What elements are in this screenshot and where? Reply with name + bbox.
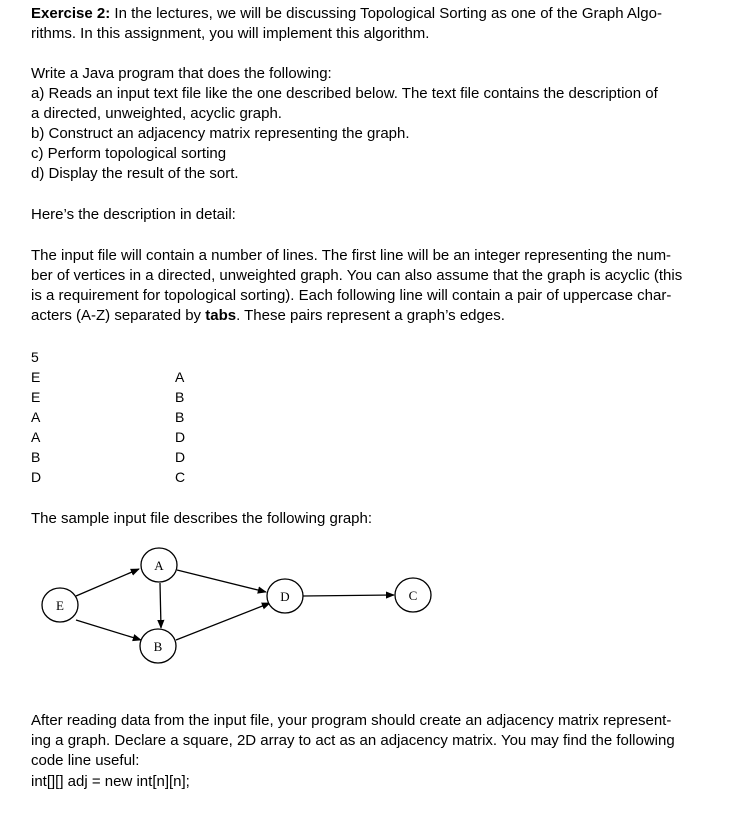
code-line: int[][] adj = new int[n][n]; [31, 773, 190, 790]
sample-edge-from: A [31, 429, 41, 445]
edge-e-a [76, 569, 139, 596]
task-item: b) Construct an adjacency matrix representing the graph. [31, 125, 410, 142]
task-item: d) Display the result of the sort. [31, 165, 239, 182]
sample-edge-to: D [175, 449, 186, 465]
node-c-label: C [408, 588, 418, 603]
edge-a-b [160, 583, 161, 628]
detail-line: ber of vertices in a directed, unweighted graph. You can also assume that the graph is acyclic (this [31, 267, 683, 284]
task-lead: Write a Java program that does the following: [31, 65, 332, 82]
sample-edge-to: A [175, 369, 185, 385]
edge-b-d [176, 603, 270, 640]
node-d [267, 579, 303, 613]
detail-text: acters (A-Z) separated by [31, 307, 206, 324]
sample-edge-to: B [175, 389, 185, 405]
sample-edge-from: E [31, 369, 41, 385]
graph-caption: The sample input file describes the following graph: [31, 510, 373, 527]
sample-edge-to: C [175, 469, 186, 485]
task-item: a directed, unweighted, acyclic graph. [31, 105, 282, 122]
after-line: After reading data from the input file, your program should create an adjacency matrix represent- [31, 712, 672, 729]
edge-a-d [177, 570, 266, 592]
sample-vertex-count: 5 [31, 349, 39, 365]
exercise-intro-text: In the lectures, we will be discussing Topological Sorting as one of the Graph Algo- [110, 5, 662, 22]
node-e [42, 588, 78, 622]
task-item: a) Reads an input text file like the one described below. The text file contains the description of [31, 85, 658, 102]
detail-heading: Here’s the description in detail: [31, 206, 236, 223]
node-a [141, 548, 177, 582]
detail-bold-tabs: tabs [205, 307, 237, 324]
node-b-label: B [153, 639, 163, 654]
sample-edge-to: D [175, 429, 186, 445]
detail-text: . These pairs represent a graph’s edges. [236, 307, 505, 324]
node-e-label: E [56, 598, 64, 613]
node-b [140, 629, 176, 663]
task-item: c) Perform topological sorting [31, 145, 227, 162]
sample-edge-to: B [175, 409, 185, 425]
exercise-label: Exercise 2: [31, 5, 111, 22]
node-a-label: A [154, 558, 164, 573]
exercise-intro-line-2: rithms. In this assignment, you will implement this algorithm. [31, 25, 430, 42]
node-c [395, 578, 431, 612]
sample-edge-from: E [31, 389, 41, 405]
node-d-label: D [280, 589, 290, 604]
detail-line: The input file will contain a number of lines. The first line will be an integer representing the num- [31, 247, 672, 264]
after-line: ing a graph. Declare a square, 2D array to act as an adjacency matrix. You may find the following [31, 732, 675, 749]
sample-edge-from: B [31, 449, 41, 465]
sample-edge-from: A [31, 409, 41, 425]
edge-d-c [303, 595, 394, 596]
sample-edge-from: D [31, 469, 42, 485]
after-line: code line useful: [31, 752, 140, 769]
detail-line: is a requirement for topological sorting). Each following line will contain a pair of uppercase char- [31, 287, 672, 304]
edge-e-b [76, 620, 141, 640]
